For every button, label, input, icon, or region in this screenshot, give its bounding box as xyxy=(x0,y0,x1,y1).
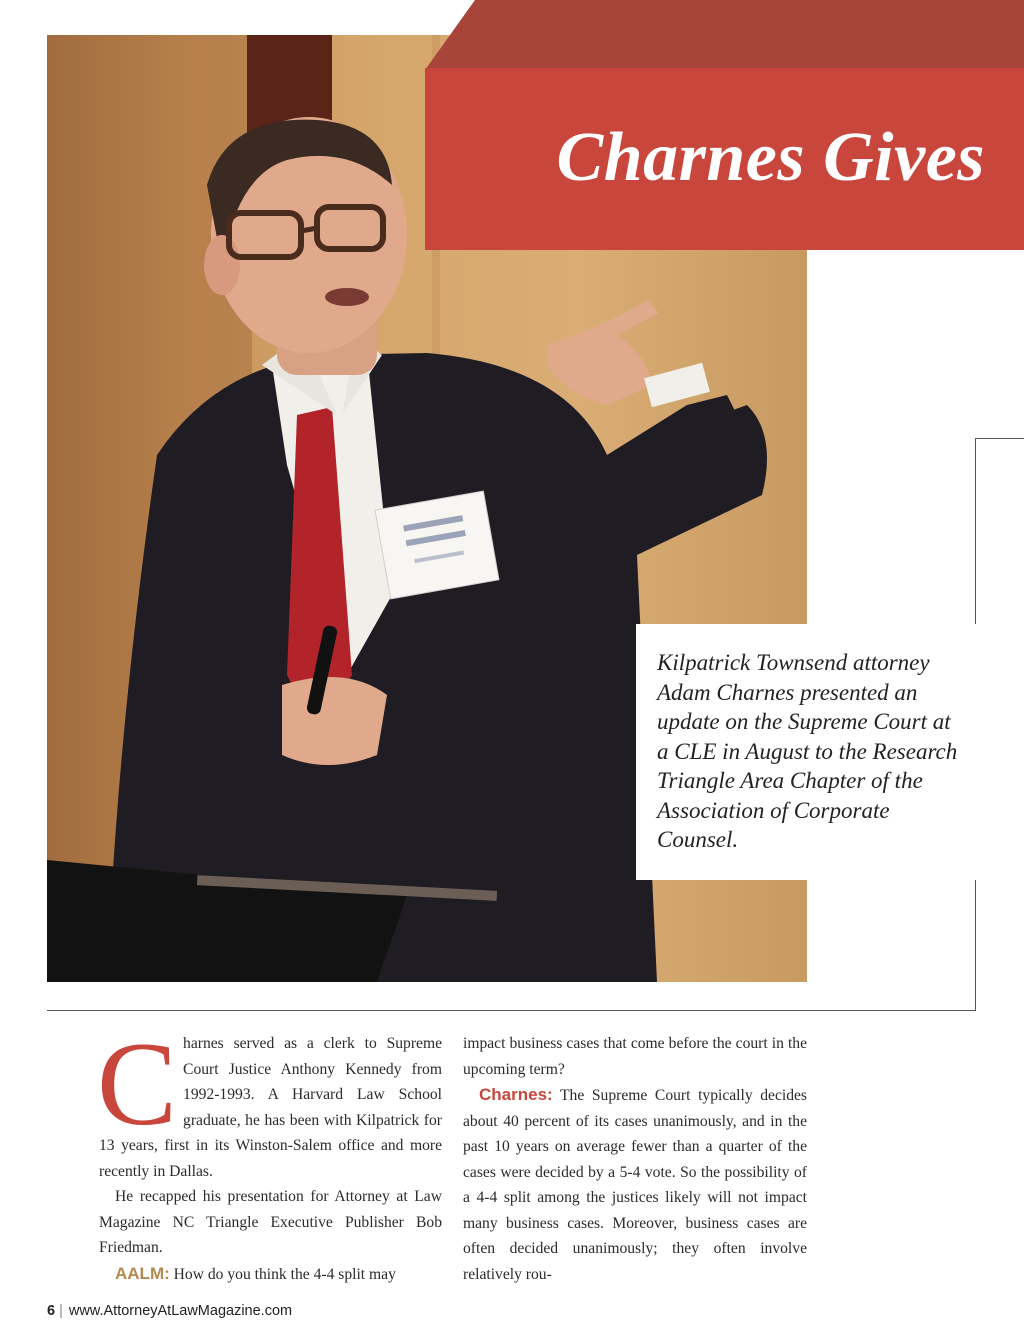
footer-url: www.AttorneyAtLawMagazine.com xyxy=(68,1303,293,1319)
frame-line-top xyxy=(975,438,1024,439)
drop-cap: C xyxy=(97,1017,178,1150)
answer-text: The Supreme Court typically decides about 40 percent of its cases unanimously, and in the past 10 years on average fewer than a quarter of the cases were decided by a 5-4 vote. So the possibility of a 4-4 split among the justices likely will not impact many business cases. Moreover, business cases are often decided unanimously; they often involve relatively rou- xyxy=(463,1087,808,1283)
title-band-top xyxy=(425,0,1024,70)
article-column-1 xyxy=(97,1017,442,1287)
article-title: Charnes Gives xyxy=(556,119,985,196)
question-paragraph xyxy=(99,1261,442,1288)
page-footer xyxy=(47,1303,292,1319)
answer-paragraph xyxy=(463,1082,807,1287)
answer-label: Charnes: xyxy=(479,1085,553,1104)
article-paragraph: He recapped his presentation for Attorney at Law Magazine NC Triangle Executive Publisher Bob Friedman. xyxy=(99,1188,442,1256)
caption-box xyxy=(636,624,976,880)
question-text: How do you think the 4-4 split may xyxy=(173,1265,396,1283)
footer-divider: | xyxy=(59,1303,63,1319)
question-continuation: impact business cases that come before the court in the upcoming term? xyxy=(463,1035,807,1078)
page-number: 6 xyxy=(47,1303,56,1319)
question-label: AALM: xyxy=(115,1263,170,1283)
frame-line-bottom xyxy=(47,1010,976,1011)
photo-caption: Kilpatrick Townsend attorney Adam Charnes presented an update on the Supreme Court at a CLE in August to the Research Triangle Area Chapter of the Association of Corporate Counsel. xyxy=(657,650,958,852)
article-column-2 xyxy=(463,1031,807,1287)
article-paragraph: harnes served as a clerk to Supreme Court Justice Anthony Kennedy from 1992-1993. A Harvard Law School graduate, he has been with Kilpatrick for 13 years, first in its Winston-Salem office and more recently in Dallas. xyxy=(99,1035,442,1180)
